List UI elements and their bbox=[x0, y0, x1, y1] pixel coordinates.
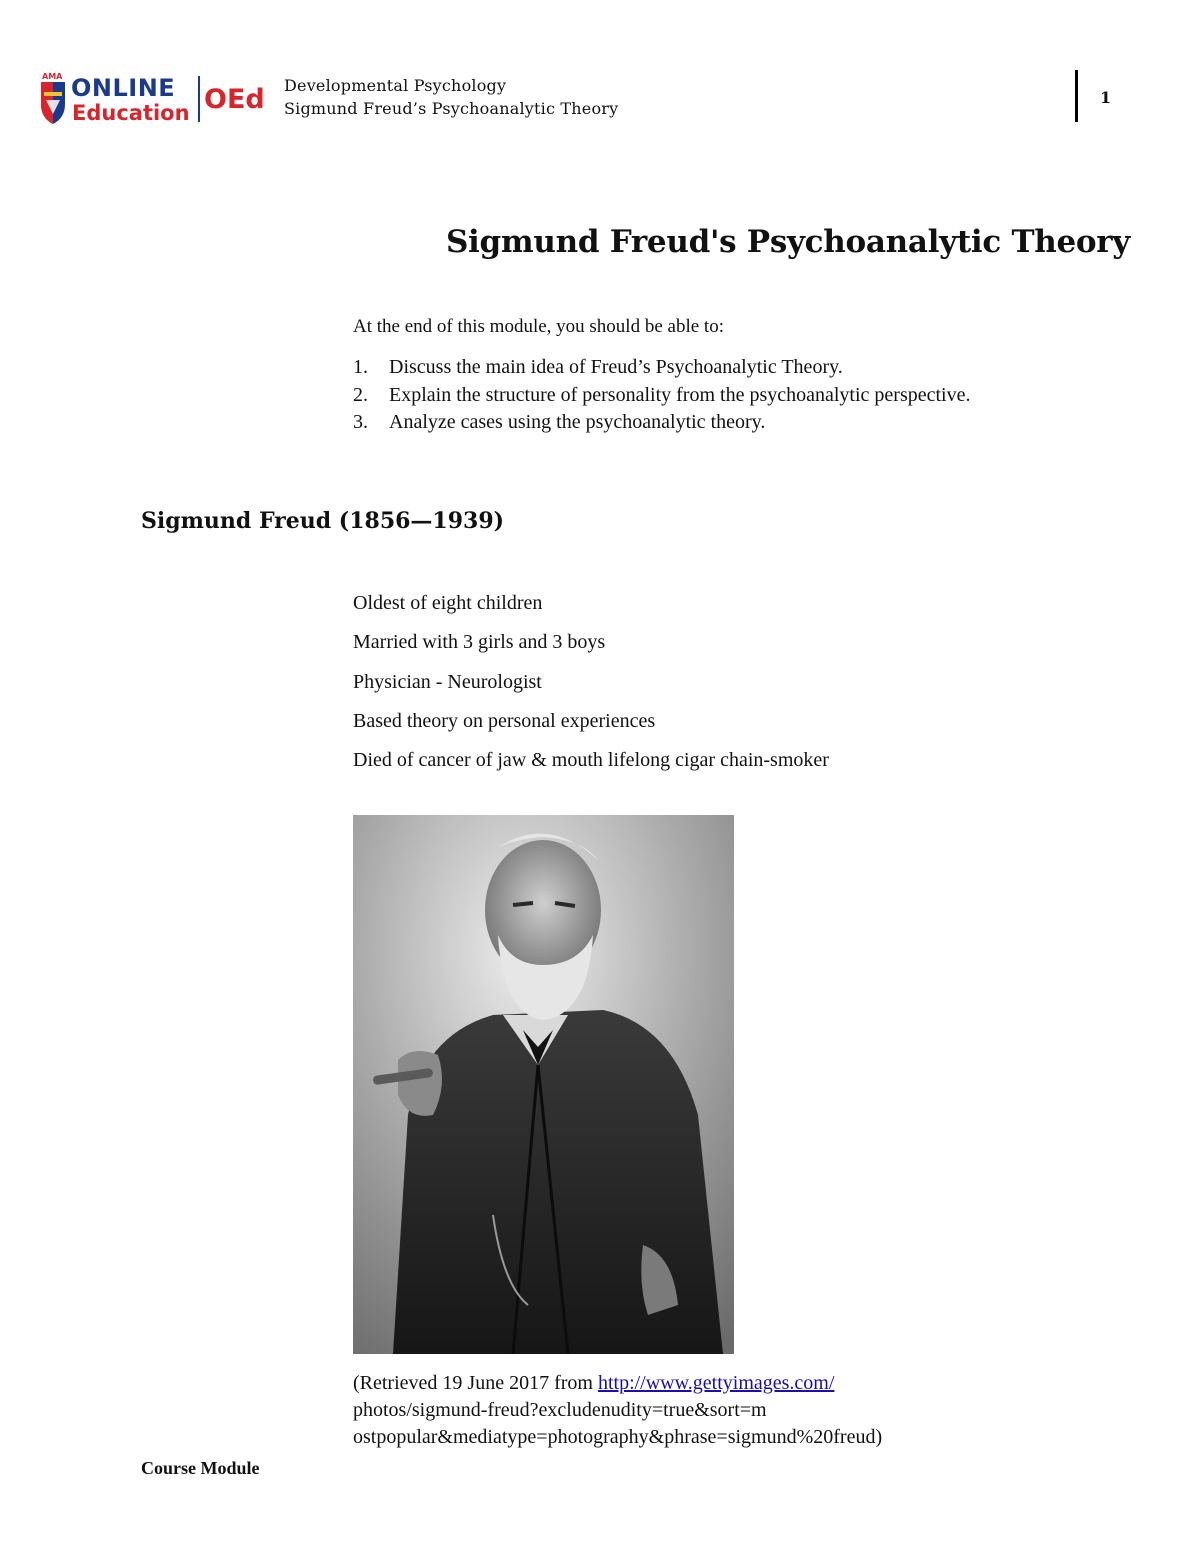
list-item: Married with 3 girls and 3 boys bbox=[353, 631, 606, 654]
list-item: Physician - Neurologist bbox=[353, 670, 542, 693]
freud-portrait-photo bbox=[353, 815, 734, 1354]
online-education-logo bbox=[38, 70, 270, 126]
footer-label: Course Module bbox=[141, 1458, 260, 1478]
list-item: Oldest of eight children bbox=[353, 592, 543, 614]
page-title: Sigmund Freud's Psychoanalytic Theory bbox=[445, 224, 1130, 260]
logo-education-text: Education bbox=[72, 101, 190, 125]
list-item: 3. Analyze cases using the psychoanalytic theory. bbox=[353, 411, 766, 433]
list-item: Based theory on personal experiences bbox=[353, 709, 656, 732]
page-number: 1 bbox=[1100, 88, 1112, 107]
header-subtitle: Sigmund Freud’s Psychoanalytic Theory bbox=[284, 99, 619, 118]
objectives-list bbox=[353, 354, 970, 437]
logo-ama-text: AMA bbox=[42, 72, 63, 81]
objectives-intro: At the end of this module, you should be able to: bbox=[353, 316, 724, 337]
facts-list bbox=[353, 590, 829, 786]
image-citation: (Retrieved 19 June 2017 from http://www.gettyimages.com/ photos/sigmund-freud?excludenudity=true&sort=m ostpopular&mediatype=photography&phrase=sigmund%20freud) bbox=[353, 1372, 883, 1448]
logo-oed-text: OEd bbox=[204, 84, 265, 115]
header-course: Developmental Psychology bbox=[284, 76, 507, 95]
list-item: 2. Explain the structure of personality from the psychoanalytic perspective. bbox=[353, 383, 971, 406]
gettyimages-link[interactable]: http://www.gettyimages.com/ bbox=[597, 1372, 835, 1394]
list-item: Died of cancer of jaw & mouth lifelong cigar chain-smoker bbox=[353, 749, 829, 772]
logo-online-text: ONLINE bbox=[71, 74, 176, 102]
list-item: 1. Discuss the main idea of Freud’s Psychoanalytic Theory. bbox=[353, 356, 843, 378]
section-heading: Sigmund Freud (1856—1939) bbox=[141, 508, 505, 534]
header-divider bbox=[1075, 70, 1078, 122]
